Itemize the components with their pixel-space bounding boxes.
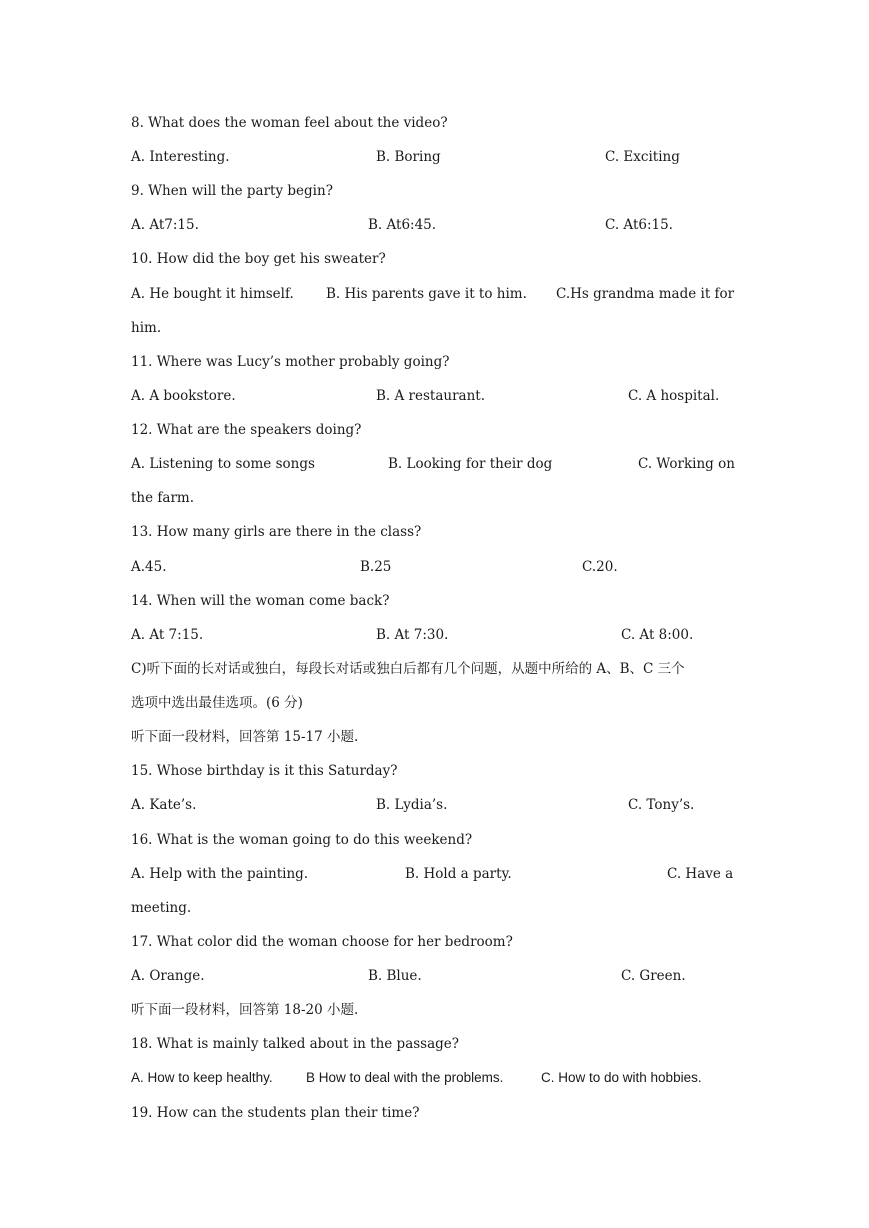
q15-option-a: A. Kate’s. bbox=[131, 797, 197, 813]
q9-option-c: C. At6:15. bbox=[605, 217, 673, 233]
q15-option-c: C. Tony’s. bbox=[628, 797, 695, 813]
q11-option-a: A. A bookstore. bbox=[131, 388, 236, 404]
q8-option-c: C. Exciting bbox=[605, 149, 680, 165]
q8-option-b: B. Boring bbox=[376, 149, 441, 165]
q11-option-b: B. A restaurant. bbox=[376, 388, 485, 404]
question-15: 15. Whose birthday is it this Saturday? bbox=[131, 763, 398, 779]
q18-option-a: A. How to keep healthy. bbox=[131, 1070, 273, 1085]
q8-option-a: A. Interesting. bbox=[131, 149, 230, 165]
q17-option-c: C. Green. bbox=[621, 968, 686, 984]
q17-option-a: A. Orange. bbox=[131, 968, 205, 984]
q18-option-b: B How to deal with the problems. bbox=[306, 1070, 504, 1085]
q14-option-b: B. At 7:30. bbox=[376, 627, 449, 643]
q12-option-c: C. Working on bbox=[638, 456, 735, 472]
q14-option-a: A. At 7:15. bbox=[131, 627, 204, 643]
material-intro-15-17: 听下面一段材料，回答第 15-17 小题. bbox=[131, 729, 359, 745]
q16-option-c-continued: meeting. bbox=[131, 900, 192, 916]
q16-option-a: A. Help with the painting. bbox=[131, 866, 309, 882]
question-13: 13. How many girls are there in the class? bbox=[131, 524, 422, 540]
material-intro-18-20: 听下面一段材料，回答第 18-20 小题. bbox=[131, 1002, 359, 1018]
q14-option-c: C. At 8:00. bbox=[621, 627, 694, 643]
q10-option-c-continued: him. bbox=[131, 320, 162, 336]
question-16: 16. What is the woman going to do this weekend? bbox=[131, 832, 473, 848]
q12-option-b: B. Looking for their dog bbox=[388, 456, 553, 472]
q12-option-c-continued: the farm. bbox=[131, 490, 194, 506]
question-12: 12. What are the speakers doing? bbox=[131, 422, 362, 438]
q9-option-a: A. At7:15. bbox=[131, 217, 199, 233]
section-c-instructions-line-1: C)听下面的长对话或独白，每段长对话或独白后都有几个问题，从题中所给的 A、B、C 三个 bbox=[131, 661, 685, 677]
section-c-instructions-line-2: 选项中选出最佳选项。(6 分) bbox=[131, 695, 303, 711]
question-9: 9. When will the party begin? bbox=[131, 183, 333, 199]
q17-option-b: B. Blue. bbox=[368, 968, 422, 984]
q10-option-b: B. His parents gave it to him. bbox=[326, 286, 527, 302]
question-10: 10. How did the boy get his sweater? bbox=[131, 251, 386, 267]
q10-option-a: A. He bought it himself. bbox=[131, 286, 294, 302]
q10-option-c: C.Hs grandma made it for bbox=[556, 286, 735, 302]
q18-option-c: C. How to do with hobbies. bbox=[541, 1070, 702, 1085]
question-11: 11. Where was Lucy’s mother probably going? bbox=[131, 354, 450, 370]
q13-option-c: C.20. bbox=[582, 559, 618, 575]
question-14: 14. When will the woman come back? bbox=[131, 593, 390, 609]
q16-option-c: C. Have a bbox=[667, 866, 734, 882]
question-8: 8. What does the woman feel about the video? bbox=[131, 115, 448, 131]
question-18: 18. What is mainly talked about in the passage? bbox=[131, 1036, 460, 1052]
q11-option-c: C. A hospital. bbox=[628, 388, 720, 404]
q12-option-a: A. Listening to some songs bbox=[131, 456, 315, 472]
q13-option-a: A.45. bbox=[131, 559, 167, 575]
q9-option-b: B. At6:45. bbox=[368, 217, 437, 233]
q13-option-b: B.25 bbox=[360, 559, 392, 575]
question-17: 17. What color did the woman choose for her bedroom? bbox=[131, 934, 513, 950]
q15-option-b: B. Lydia’s. bbox=[376, 797, 448, 813]
q16-option-b: B. Hold a party. bbox=[405, 866, 512, 882]
question-19: 19. How can the students plan their time? bbox=[131, 1105, 420, 1121]
